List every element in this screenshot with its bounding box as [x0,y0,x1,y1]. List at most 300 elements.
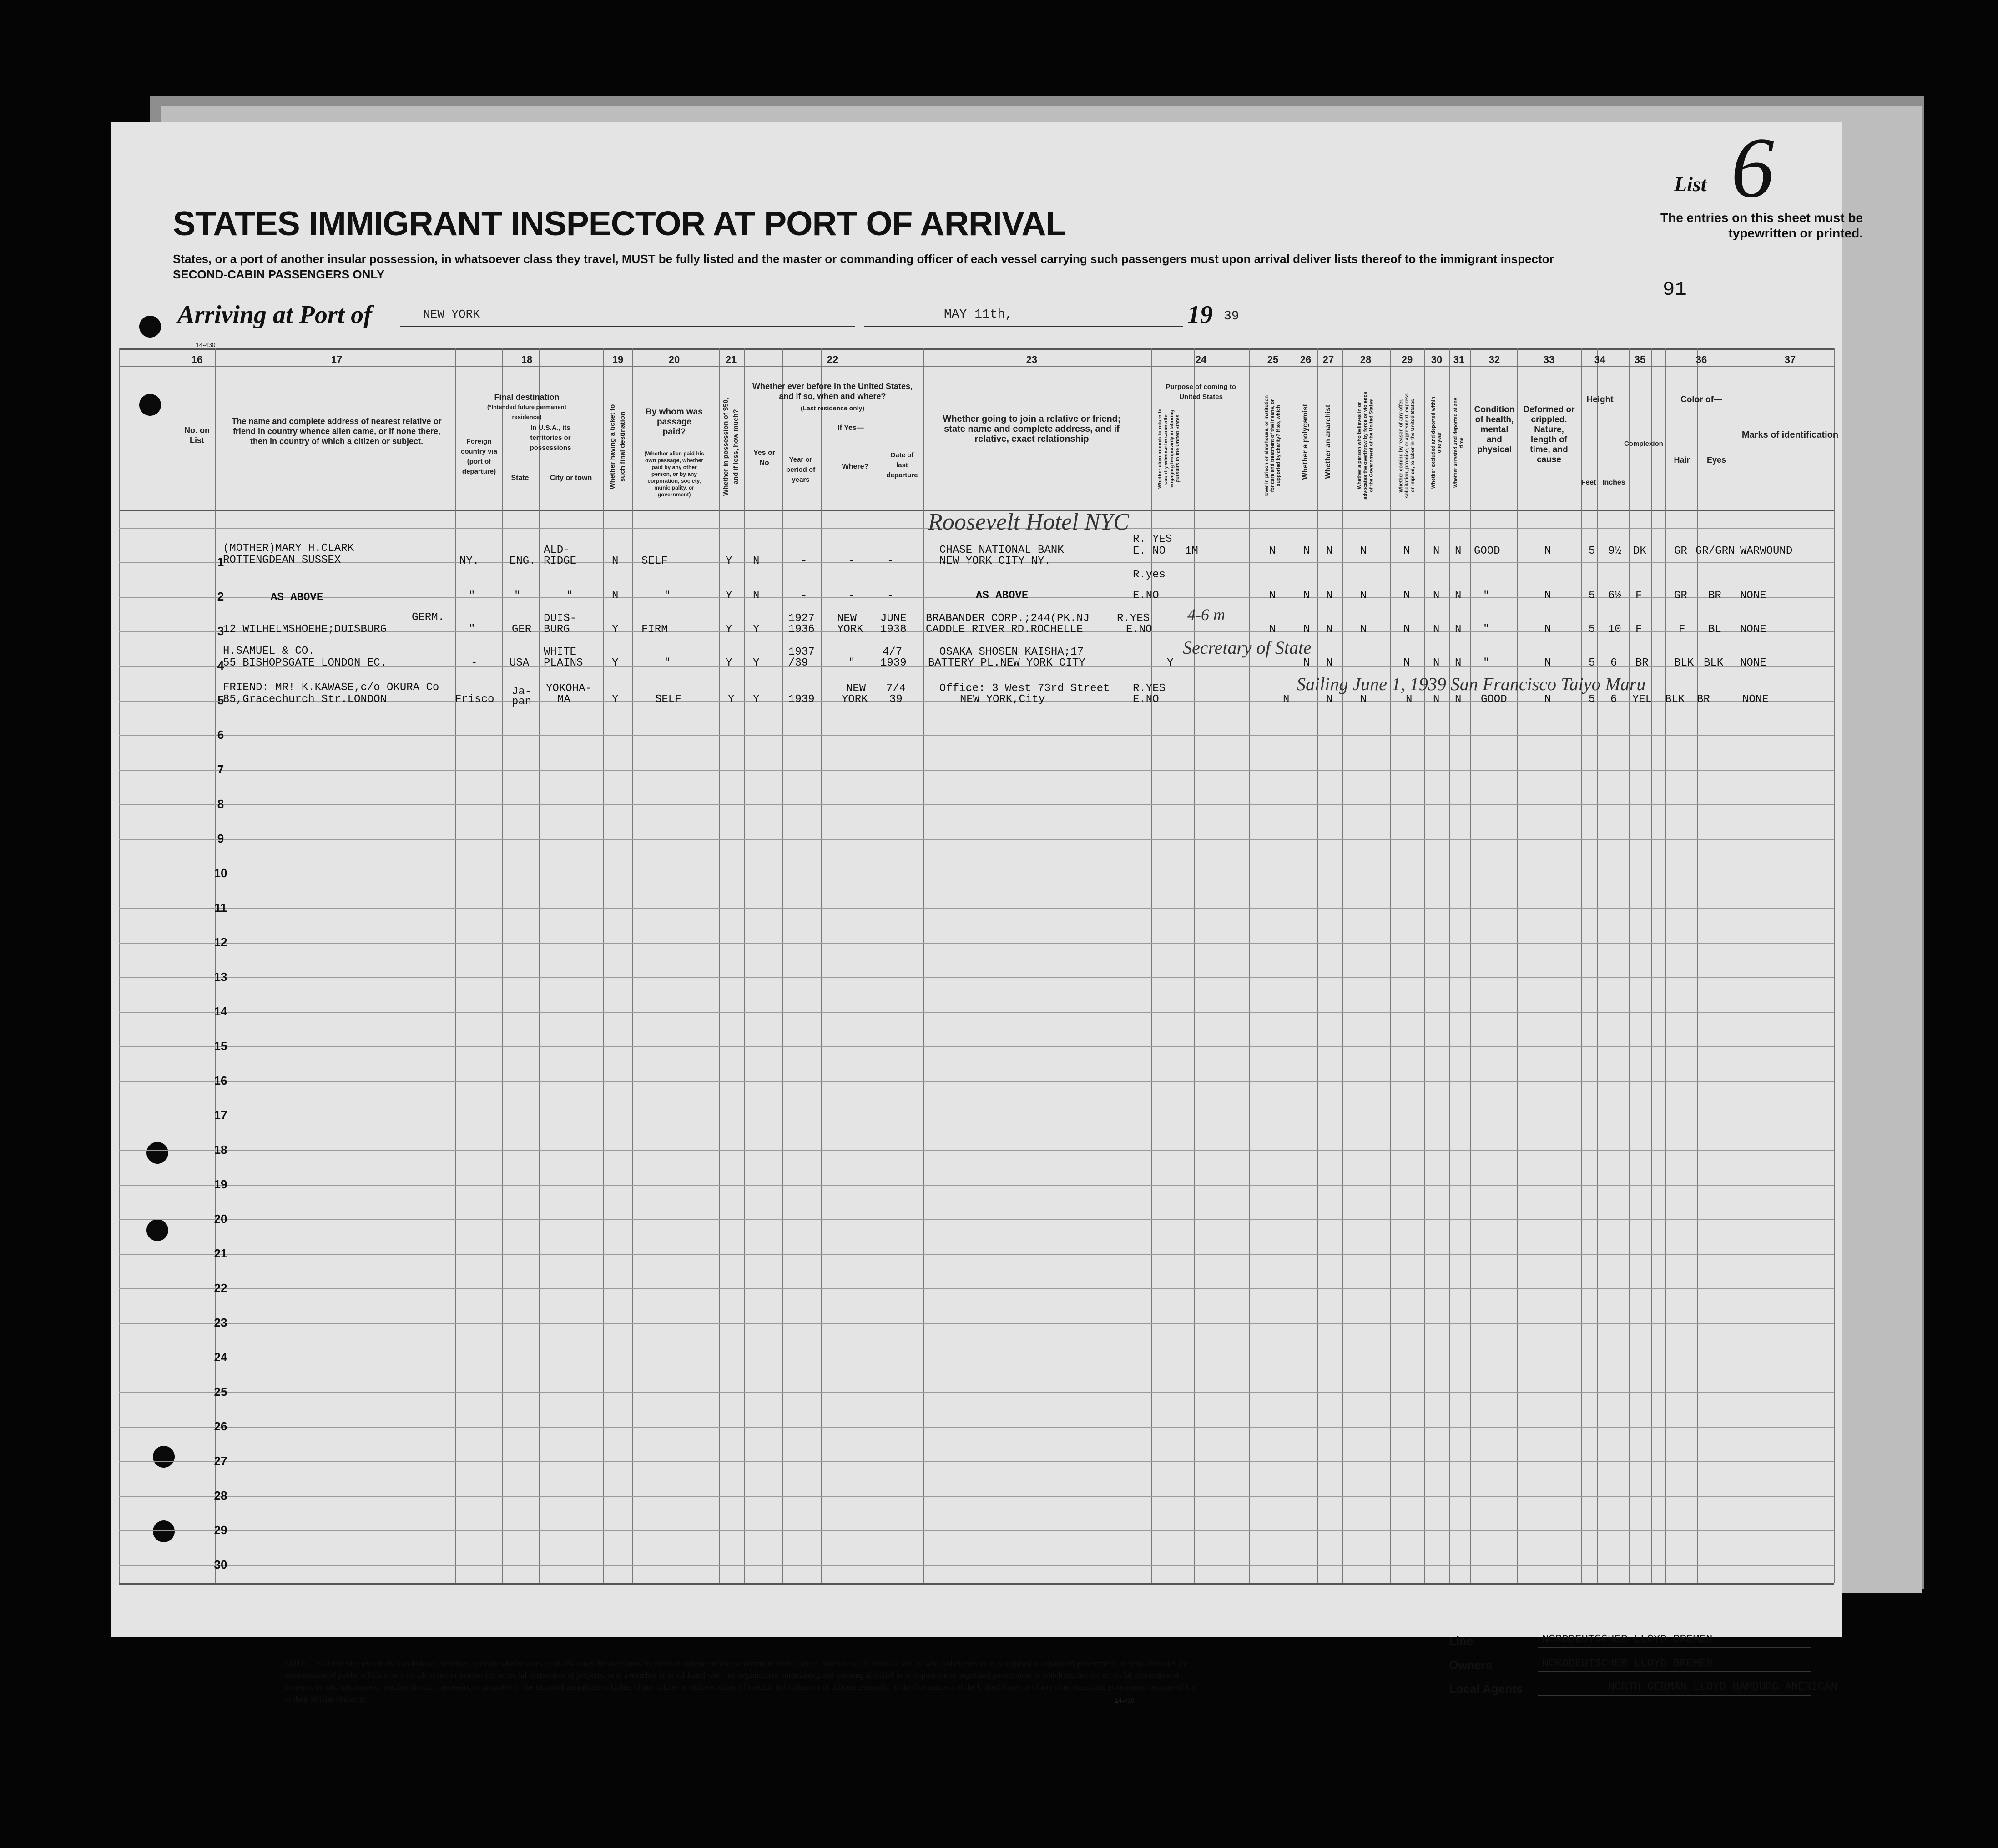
grid-column-line [119,348,120,1583]
q31: N [1455,657,1462,669]
hair: GR [1674,545,1687,557]
possession-50: Y [726,590,732,602]
state: " [514,590,521,602]
last-departure: - [887,555,894,567]
grid-row-line [119,735,1834,736]
foreign-country: - [471,657,478,669]
year-line1: 1937 [788,646,815,658]
passage-paid: SELF [655,693,681,706]
state: Ja-pan [512,686,532,708]
ticket: Y [612,657,619,669]
q31: N [1455,693,1462,706]
page-count: 91 [1663,278,1687,301]
joining-line1: Office: 3 West 73rd Street [939,682,1110,695]
q30: N [1433,623,1440,636]
page-title: STATES IMMIGRANT INSPECTOR AT PORT OF ARRIVAL [173,204,1066,242]
col-num-37: 37 [1784,354,1796,365]
marks: NONE [1740,623,1766,636]
hdr-marks: Marks of identification [1741,430,1839,440]
row-number: 15 [214,1039,227,1053]
grid-row-line [119,1530,1834,1531]
form-number: 14-430 [196,341,216,348]
col-num-17: 17 [331,354,343,365]
agents-value: NORTH GERMAN LLOYD HAMBURG AMERICAN [1608,1681,1838,1693]
hdr-before-us-sub: (Last residence only) [800,404,865,412]
passage-paid: FIRM [641,623,668,636]
q30: N [1433,693,1440,706]
row-number: 30 [214,1558,227,1571]
q25: N [1269,623,1276,636]
marks: WARWOUND [1740,545,1793,557]
where: - [848,555,855,567]
q25: N [1269,590,1276,602]
possession-50: Y [726,623,732,636]
last-departure: - [887,590,894,602]
grid-column-line [1249,348,1250,1583]
instruction-line-2: SECOND-CABIN PASSENGERS ONLY [173,268,385,281]
grid-column-line [1424,348,1425,1583]
q30: N [1433,657,1440,669]
joining-line2: AS ABOVE [976,590,1029,602]
year-line2: 1936 [788,623,815,636]
port-underline [400,326,855,327]
hdr-state: State [511,474,529,482]
row-number: 28 [214,1489,227,1502]
hdr-relative: The name and complete address of nearest relative or friend in country whence alien came, or if none there, then in country of which a citizen or subject. [232,417,442,446]
grid-column-line [1597,348,1598,1583]
instruction-line-1: States, or a port of another insular possession, in whatsoever class they travel, MUST be fully listed and the master or commanding officer of each vessel carrying such passengers must upon arrival deliver lists thereof to the immigrant inspector [173,252,1554,266]
relative-line2: 12 WILHELMSHOEHE;DUISBURG [223,623,387,636]
city-line2: BURG [544,623,570,636]
purpose-line2: E.NO [1126,623,1152,636]
q28: N [1360,590,1367,602]
q27: N [1326,545,1333,557]
q26: N [1283,693,1290,706]
q28: N [1360,693,1367,706]
height-feet: 5 [1589,657,1595,669]
agents-label: Local Agents [1449,1682,1523,1696]
row-number: 24 [214,1350,227,1364]
row-number: 23 [214,1316,227,1329]
col-num-21: 21 [725,354,737,365]
ticket: Y [612,693,619,706]
grid-row-line [119,1461,1834,1462]
grid-row-line [119,1185,1834,1186]
condition: " [1483,590,1490,602]
grid-column-line [1581,348,1582,1583]
joining-line2: CADDLE RIVER RD.ROCHELLE [926,623,1083,636]
before-us: N [753,590,760,602]
grid-column-line [1194,348,1195,1583]
foreign-country: NY. [459,555,479,567]
q25: N [1269,545,1276,557]
grid-row-line [119,908,1834,909]
grid-row-line [119,943,1834,944]
departure-line2: 1938 [880,623,907,636]
grid-row-line [119,1427,1834,1428]
q29: N [1403,657,1410,669]
hdr-q31: Whether arrested and deported at any time [1453,397,1464,488]
deformed: N [1544,590,1551,602]
owners-value: NORDDEUTSCHER LLOYD BREMEN [1542,1657,1713,1670]
q29: N [1403,545,1410,557]
foreign-country: " [469,590,475,602]
before-us: N [753,555,760,567]
hdr-year-period: Year or period of years [786,456,816,484]
hdr-joining: Whether going to join a relative or friend; state name and complete address, and if relative, exact relationship [943,414,1121,444]
row-number: 22 [214,1281,227,1295]
grid-column-line [782,348,783,1583]
row-number: 5 [217,693,224,707]
grid-row-line [119,804,1834,805]
row-number: 17 [214,1108,227,1122]
punch-hole [146,1219,168,1241]
joining-line1: CHASE NATIONAL BANK [939,544,1064,556]
departure-line1: 7/4 [886,682,906,695]
col-num-18: 18 [521,354,533,365]
hdr-prison: Ever in prison or almshouse, or institution for care and treatment of the insane, or supported by charity? If so, which [1264,395,1282,496]
q26: N [1303,623,1310,636]
date-underline [864,326,1183,327]
grid-column-line [1651,348,1652,1583]
hdr-in-usa: In U.S.A., its territories or possessions [530,424,571,452]
row-number: 9 [217,832,224,845]
hdr-passage-paid: By whom was passage paid? [646,407,703,437]
purpose-line2: E.NO [1133,590,1159,602]
relative-line2: AS ABOVE [271,591,323,604]
deformed: N [1544,657,1551,669]
hdr-passage-paid-sub: (Whether alien paid his own passage, whether paid by any other person, or by any corporation, society, municipality, or government) [644,450,704,498]
hair: BLK [1674,657,1694,669]
grid-row-line [119,1219,1834,1220]
form-number-footer: 14-430 [1115,1697,1135,1704]
where-line1: NEW [846,682,866,695]
col-num-32: 32 [1488,354,1500,365]
q26: N [1303,590,1310,602]
grid-column-line [632,348,633,1583]
eyes: BL [1708,623,1721,636]
year-period: 1939 [788,693,815,706]
joining-line2: BATTERY PL.NEW YORK CITY [928,657,1085,669]
row-number: 19 [214,1177,227,1191]
punch-hole [139,316,161,338]
joining-line2: NEW YORK CITY NY. [939,555,1051,567]
complexion: F [1635,590,1642,602]
marks: NONE [1740,590,1766,602]
line-underline [1538,1647,1811,1648]
grid-row-line [119,1288,1834,1289]
joining-line2: NEW YORK,City [960,693,1045,706]
ticket: N [612,555,619,567]
grid-column-line [1449,348,1450,1583]
purpose-line1: R.yes [1133,569,1166,581]
passage-paid: " [664,657,671,669]
relative-line1: FRIEND: MR! K.KAWASE,c/o OKURA Co [223,682,439,694]
row-number: 6 [217,728,224,742]
hdr-hair: Hair [1674,455,1690,465]
row-number: 12 [214,935,227,949]
row-number: 3 [217,624,224,638]
marks: NONE [1740,657,1766,669]
possession-50: Y [726,657,732,669]
hdr-anarchist: Whether an anarchist [1324,404,1332,479]
grid-column-line [1629,348,1630,1583]
relative-line1: GERM. [412,611,445,624]
row-number: 27 [214,1454,227,1468]
purpose-line1: R.YES [1117,612,1150,625]
row-number: 20 [214,1212,227,1226]
hdr-complexion: Complexion [1624,440,1663,448]
state: ENG. [510,555,536,567]
foreign-country: Frisco [455,693,494,706]
colnum-divider [119,366,1834,367]
possession-50: Y [726,555,732,567]
q29: N [1403,590,1410,602]
eyes: BLK [1704,657,1724,669]
relative-line2: 85,Gracechurch Str.LONDON [223,693,387,706]
height-inches: 9½ [1608,545,1621,557]
city-line2: MA [557,693,570,706]
height-inches: 10 [1608,623,1621,636]
grid-column-line [1665,348,1666,1583]
grid-column-line [1834,348,1835,1583]
punch-hole [146,1142,168,1164]
arrival-port: NEW YORK [423,308,480,321]
before-us: Y [753,693,760,706]
hdr-purpose: Purpose of coming to United States [1166,383,1236,401]
ticket: N [612,590,619,602]
owners-label: Owners [1449,1658,1493,1672]
agents-underline [1538,1695,1811,1696]
col-num-34: 34 [1594,354,1606,365]
departure-line1: JUNE [880,612,907,625]
row-number: 11 [214,901,227,914]
purpose-line2: E.NO [1133,693,1159,706]
list-label: List [1674,172,1707,196]
year-prefix: 19 [1187,301,1213,329]
deformed: N [1544,623,1551,636]
q26: N [1303,657,1310,669]
punch-hole [153,1520,175,1542]
arriving-label: Arriving at Port of [177,301,372,329]
year-suffix: 39 [1224,309,1239,323]
before-us: Y [753,657,760,669]
state: GER [512,623,532,636]
hair: BLK [1665,693,1685,706]
hdr-condition: Condition of health, mental and physical [1474,405,1515,454]
city-line1: YOKOHA- [546,682,592,695]
row-number: 18 [214,1143,227,1156]
hdr-if-yes: If Yes— [838,424,864,432]
grid-column-line [1390,348,1391,1583]
row-number: 29 [214,1523,227,1537]
hdr-no-on-list: No. on List [184,426,210,445]
line-label: Line [1449,1634,1473,1648]
row-number: 7 [217,762,224,776]
relative-line1: (MOTHER)MARY H.CLARK [223,542,354,555]
row-number: 16 [214,1074,227,1087]
hdr-color-of: Color of— [1680,395,1722,404]
footnote-q28: NOTE.—Full text of question 28 is as follows: Whether a person who believes in or advocates the overthrow by force or violence of the Government of the United States or of all forms of law, or who disbelieves in or is opposed to organized government, or who advocates the assassination of public officials, or who advocates or teaches the unlawful destruction of property, or is a member of or affiliated with any organization entertaining and teaching disbelief in or opposition to organized government or which teaches the unlawful destruction of property, or who advocates or teaches the duty, necessity, or propriety of the unlawful assaulting or killing of any officer or officers, either of specific individuals or of officers generally, of the Government of the United States or of any other organized government because of his or their official character. [284,1659,1196,1703]
eyes: BR [1708,590,1721,602]
city-line2: RIDGE [544,555,577,567]
year-period: - [801,555,807,567]
instructions [173,251,1674,282]
handwritten-note: Secretary of State [1183,637,1312,658]
col-num-25: 25 [1267,354,1279,365]
relative-line1: H.SAMUEL & CO. [223,645,315,657]
height-inches: 6 [1610,693,1617,706]
q27: N [1326,693,1333,706]
grid-row-line [119,839,1834,840]
col-num-30: 30 [1431,354,1443,365]
grid-column-line [744,348,745,1583]
height-feet: 5 [1589,590,1595,602]
passage-paid: " [664,590,671,602]
q27: N [1326,590,1333,602]
grid-column-line [502,348,503,1583]
eyes: GR/GRN [1695,545,1735,557]
row-number: 21 [214,1247,227,1260]
complexion: YEL [1632,693,1652,706]
year-period: - [801,590,807,602]
city-line2: PLAINS [544,657,583,669]
grid-row-line [119,1046,1834,1047]
where-line2: YORK [837,623,863,636]
arrival-date: MAY 11th, [944,308,1013,322]
hdr-before-us: Whether ever before in the United States, and if so, when and where? [752,382,913,401]
deformed: N [1544,693,1551,706]
where-line2: YORK [842,693,868,706]
grid-column-line [1697,348,1698,1583]
q29: N [1406,693,1413,706]
hdr-q29: Whether coming by reason of any offer, solicitation, promise, or agreement, express or implied, to labor in the United States [1398,393,1416,498]
hdr-final-destination-sub: (*Intended future permanent residence) [487,404,567,420]
grid-column-line [923,348,924,1583]
col-num-28: 28 [1360,354,1372,365]
row-number: 10 [214,866,227,880]
possession-50: Y [728,693,735,706]
grid-row-line [119,1012,1834,1013]
col-num-26: 26 [1300,354,1312,365]
col-num-36: 36 [1695,354,1707,365]
table-bottom-border [119,1583,1834,1585]
grid-column-line [1342,348,1343,1583]
grid-column-line [719,348,720,1583]
q31: N [1455,545,1462,557]
col-num-23: 23 [1026,354,1038,365]
condition: GOOD [1474,545,1500,557]
grid-row-line [119,770,1834,771]
grid-row-line [119,977,1834,978]
col-num-27: 27 [1322,354,1334,365]
grid-row-line [119,1323,1834,1324]
year-line1: 1927 [788,612,815,625]
col-num-33: 33 [1543,354,1555,365]
col-num-16: 16 [191,354,203,365]
hdr-eyes: Eyes [1706,455,1726,465]
state: USA [510,657,530,669]
hdr-foreign-country: Foreign country via (port of departure) [460,438,498,475]
passage-paid: SELF [641,555,668,567]
where: - [848,590,855,602]
hdr-q28: Whether a person who believes in or advocates the overthrow by force or violence of the Government of the United States [1357,392,1374,500]
city-line2: " [566,590,573,602]
hdr-height: Height [1586,395,1614,404]
purpose-line2: Y [1167,657,1174,669]
deformed: N [1544,545,1551,557]
grid-row-line [119,1254,1834,1255]
grid-column-line [455,348,456,1583]
height-inches: 6½ [1608,590,1621,602]
height-feet: 5 [1589,693,1595,706]
q27: N [1326,623,1333,636]
grid-column-line [603,348,604,1583]
grid-row-line [119,1496,1834,1497]
hdr-possession-50: Whether in possession of $50, and if less, how much? [722,398,740,496]
handwritten-note: Roosevelt Hotel NYC [928,509,1129,535]
purpose-line2: E. NO [1133,545,1166,557]
handwritten-note: 4-6 m [1187,606,1225,624]
row-number: 2 [217,590,224,603]
hdr-purpose-sub: Whether alien intends to return to country whence he came after engaging temporarily in laboring pursuits in the United States [1157,409,1181,489]
q27: N [1326,657,1333,669]
q26: N [1303,545,1310,557]
handwritten-note: Sailing June 1, 1939 San Francisco Taiyo Maru [1297,674,1646,694]
complexion: DK [1633,545,1646,557]
col-num-31: 31 [1453,354,1465,365]
line-value: NORDDEUTSCHER LLOYD BREMEN [1542,1633,1713,1646]
grid-row-line [119,1081,1834,1082]
condition: " [1483,623,1490,636]
joining-line1: OSAKA SHOSEN KAISHA;17 [939,646,1084,658]
hdr-yes-no: Yes or No [753,449,776,467]
purpose-line1: R. YES [1133,533,1172,545]
condition: " [1483,657,1490,669]
hdr-feet: Feet [1581,479,1596,486]
departure-line2: 39 [889,693,903,706]
col-num-19: 19 [612,354,624,365]
relative-line2: 55 BISHOPSGATE LONDON EC. [223,657,387,669]
complexion: F [1635,623,1642,636]
row-number: 25 [214,1385,227,1399]
row-number: 13 [214,970,227,984]
owners-underline [1538,1671,1811,1672]
col-num-20: 20 [668,354,680,365]
hdr-city: City or town [550,474,592,482]
col-num-22: 22 [827,354,838,365]
joining-line1: BRABANDER CORP.;244(PK.NJ [926,612,1090,625]
city-line1: ALD- [544,544,570,556]
departure-line2: 1939 [880,657,907,669]
grid-column-line [1517,348,1518,1583]
typed-note: The entries on this sheet must be typewritten or printed. [1660,211,1863,240]
col-num-29: 29 [1401,354,1413,365]
length-of-stay: 1M [1185,545,1198,557]
grid-column-line [1470,348,1471,1583]
grid-row-line [119,1565,1834,1566]
row-number: 8 [217,797,224,811]
ticket: Y [612,623,619,636]
grid-row-line [119,1150,1834,1151]
row-number: 1 [217,555,224,569]
departure-line1: 4/7 [883,646,903,658]
relative-line2: ROTTENGDEAN SUSSEX [223,554,341,566]
hdr-ticket: Whether having a ticket to such final destination [609,404,626,490]
where-line2: " [848,657,855,669]
punch-hole [153,1446,175,1468]
hdr-inches: Inches [1602,479,1625,486]
